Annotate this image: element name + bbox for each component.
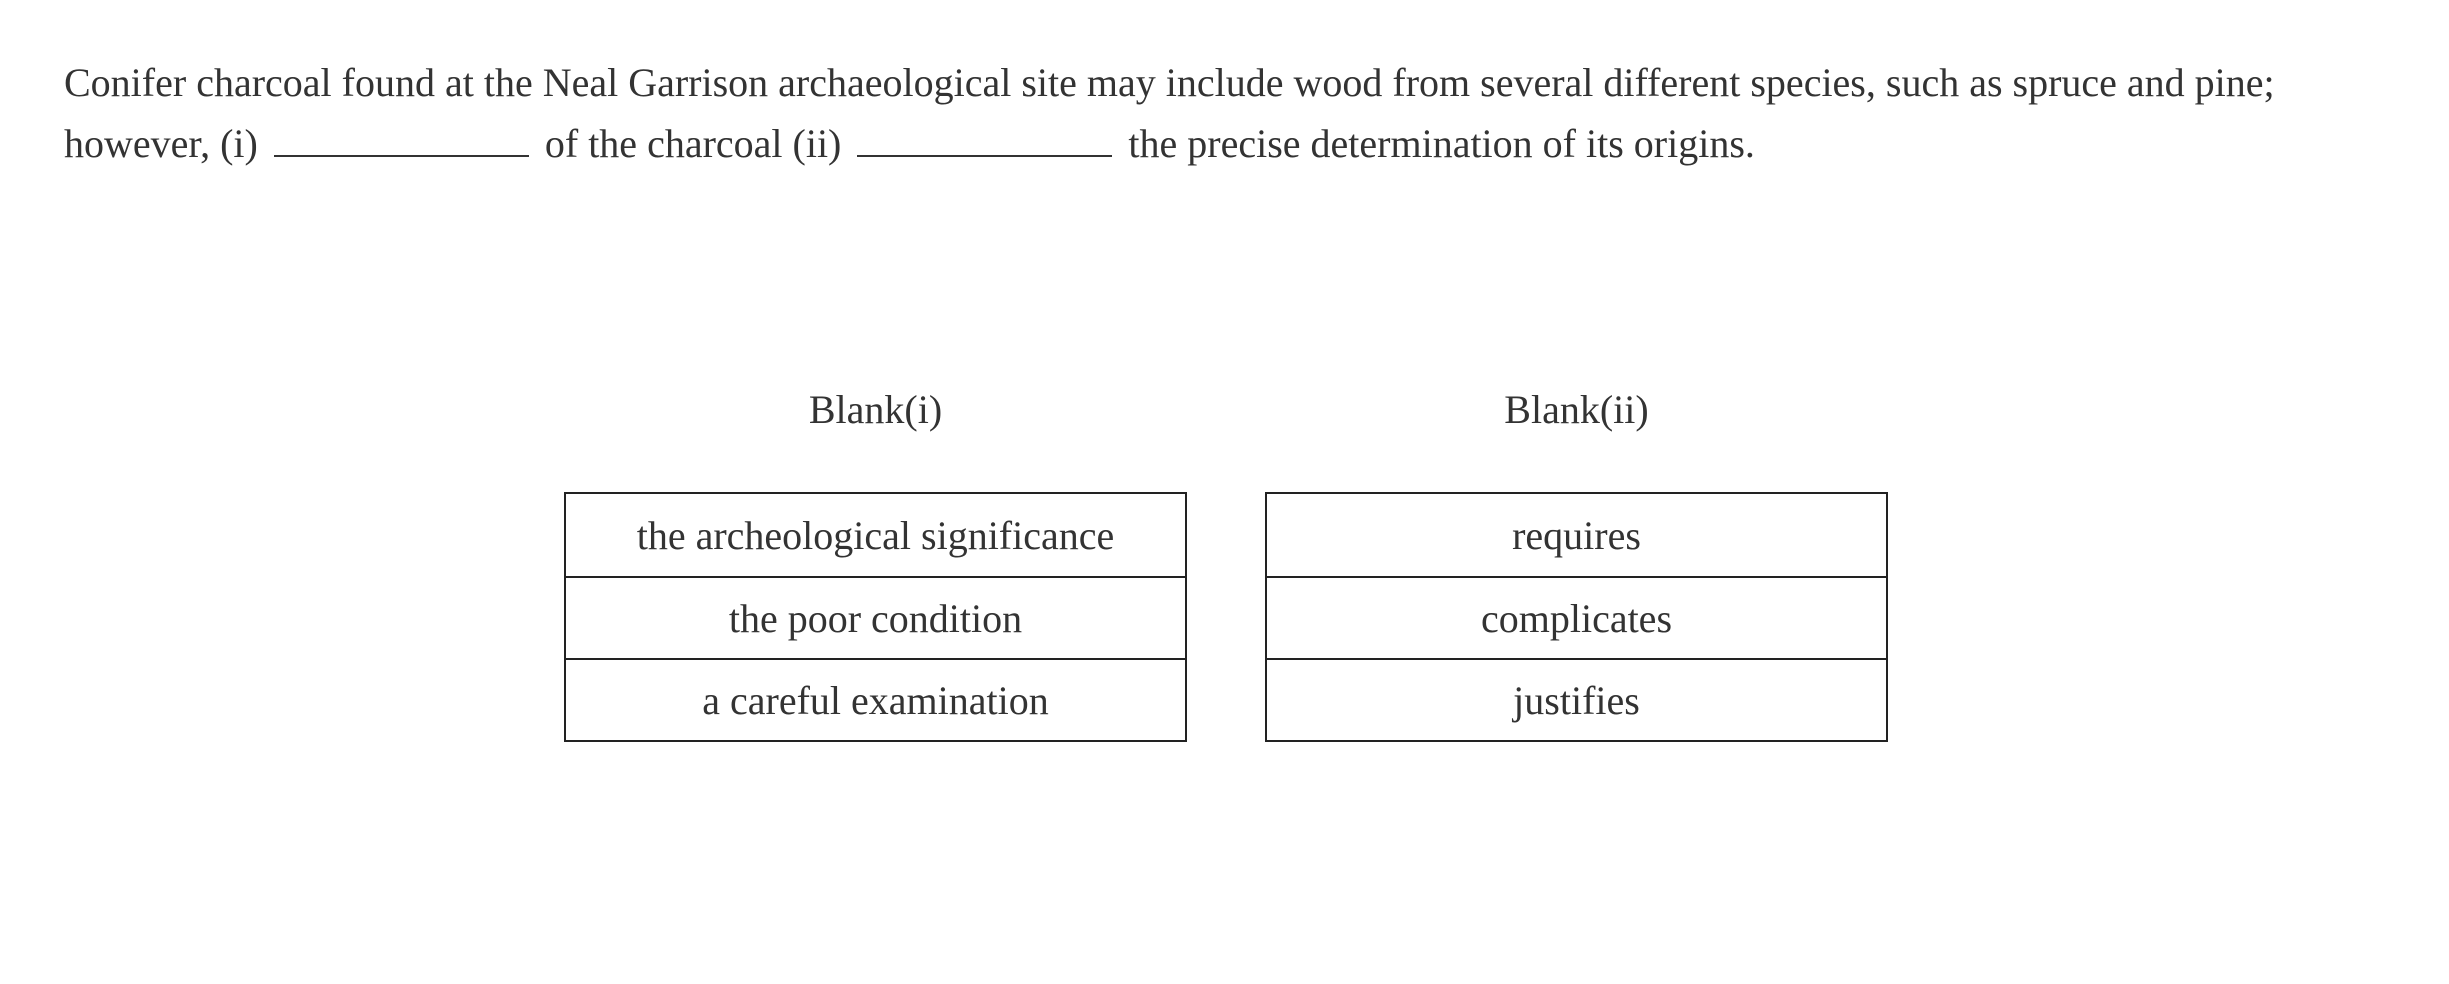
passage-text-part1: Conifer charcoal found at the Neal Garrison archaeological site may include wood from several different species, such as spruce and pine; however, (i) bbox=[64, 60, 2275, 166]
blank-i-label: Blank(i) bbox=[808, 387, 943, 432]
blank-i-option[interactable]: the poor condition bbox=[566, 576, 1185, 658]
blank-i-line bbox=[274, 155, 529, 157]
blank-ii-option[interactable]: complicates bbox=[1267, 576, 1886, 658]
passage-text-part2: of the charcoal (ii) bbox=[544, 121, 842, 166]
blank-ii-line bbox=[857, 155, 1112, 157]
blank-i-option[interactable]: a careful examination bbox=[566, 658, 1185, 740]
blank-ii-option[interactable]: requires bbox=[1512, 512, 1641, 558]
passage-text-part3: the precise determination of its origins. bbox=[1128, 121, 1755, 166]
blank-ii-column bbox=[1265, 380, 1888, 742]
blank-ii-option[interactable]: justifies bbox=[1267, 658, 1886, 740]
question-passage bbox=[64, 52, 2394, 174]
blank-i-column bbox=[564, 380, 1187, 742]
blank-ii-label: Blank(ii) bbox=[1504, 387, 1649, 432]
blank-ii-options bbox=[1265, 492, 1888, 742]
blank-i-options bbox=[564, 492, 1187, 742]
blank-i-option[interactable]: the archeological significance bbox=[636, 512, 1115, 558]
